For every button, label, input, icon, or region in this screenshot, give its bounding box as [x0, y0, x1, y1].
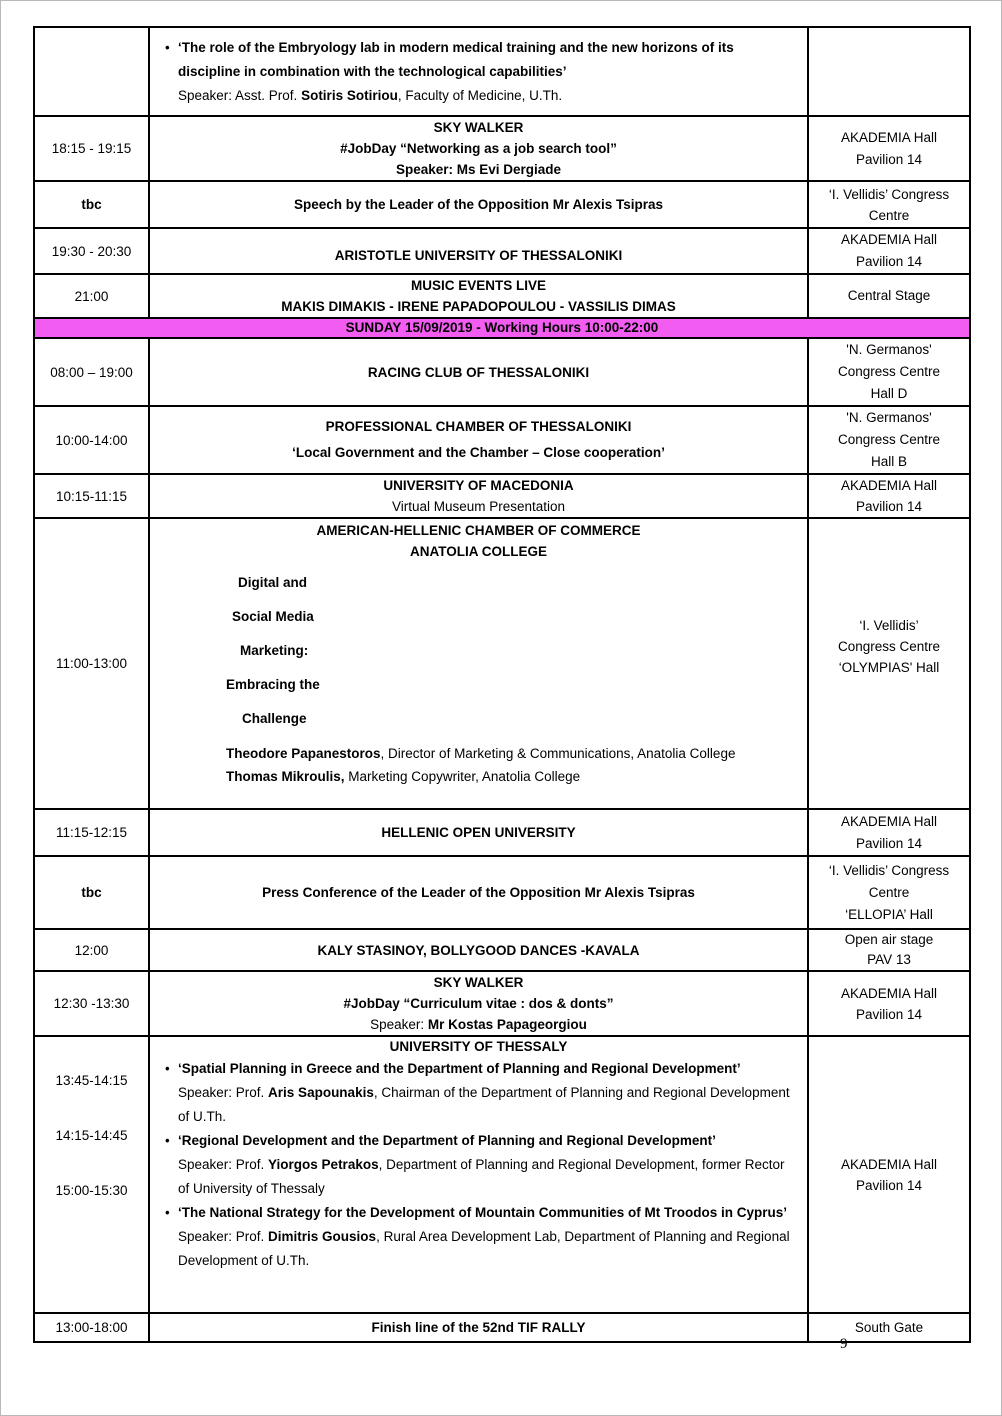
event-organizer: UNIVERSITY OF MACEDONIA: [383, 478, 574, 493]
venue-cell: [808, 518, 970, 809]
event-cell: ARISTOTLE UNIVERSITY OF THESSALONIKI: [149, 228, 808, 274]
time-cell: 13:00-18:00: [34, 1313, 149, 1342]
event-title-word: Digital and: [238, 575, 308, 590]
schedule-table: [33, 26, 971, 1343]
venue-hall: AKADEMIA Hall: [840, 232, 938, 247]
time-cell: 11:00-13:00: [34, 518, 149, 809]
venue-line: Congress Centre: [837, 639, 941, 654]
event-cell: KALY STASINOY, BOLLYGOOD DANCES -KAVALA: [149, 929, 808, 971]
talk-title: ‘The role of the Embryology lab in modern medical training and the new horizons of its discipline in combination with the technological capabilities’: [178, 39, 734, 79]
event-title-word: Social Media: [232, 609, 314, 624]
speaker-name: Yiorgos Petrakos: [268, 1157, 379, 1172]
speaker-line: [178, 1225, 797, 1273]
speaker-name: Dimitris Gousios: [268, 1229, 377, 1244]
table-row: [34, 971, 970, 1036]
event-organizer: SKY WALKER: [433, 975, 524, 990]
talk-item: [178, 36, 797, 108]
venue-hall: AKADEMIA Hall: [840, 813, 938, 829]
speaker-line: [226, 765, 807, 788]
speaker-line: [178, 1081, 797, 1129]
event-cell: Speech by the Leader of the Opposition Mr Alexis Tsipras: [149, 181, 808, 228]
event-title: MUSIC EVENTS LIVE: [410, 278, 547, 293]
venue-line: 'N. Germanos': [846, 410, 932, 425]
table-row: [34, 116, 970, 181]
venue-cell: [808, 856, 970, 929]
talk-title: ‘The National Strategy for the Development of Mountain Communities of Mt Troodos in Cyprus’: [178, 1205, 788, 1220]
event-title-word: Challenge: [242, 711, 307, 726]
time-cell: 08:00 – 19:00: [34, 338, 149, 406]
event-organizer: PROFESSIONAL CHAMBER OF THESSALONIKI: [325, 419, 632, 434]
venue-cell: [808, 1036, 970, 1313]
talk-list: [150, 1057, 807, 1273]
table-row: [34, 856, 970, 929]
time-slot: 15:00-15:30: [55, 1183, 128, 1198]
table-row: [34, 27, 970, 116]
speaker-prefix: Speaker: Prof.: [178, 1085, 269, 1100]
event-title-word: Marketing:: [240, 643, 309, 658]
speaker-name: Sotiris Sotiriou: [301, 87, 398, 103]
event-cell: [149, 474, 808, 518]
venue-line: 'N. Germanos': [846, 342, 932, 357]
talk-item: [178, 1201, 797, 1273]
time-cell: [34, 27, 149, 116]
venue-hall: AKADEMIA Hall: [840, 1156, 938, 1172]
venue-cell: [808, 181, 970, 228]
venue-line: ‘I. Vellidis’ Congress: [828, 186, 950, 202]
talk-item: [178, 1057, 797, 1129]
venue-pavilion: Pavilion 14: [855, 1177, 923, 1193]
table-row: [34, 406, 970, 474]
venue-line: ‘ELLOPIA’ Hall: [845, 906, 933, 922]
venue-line: Centre: [868, 207, 910, 223]
event-cell: [149, 971, 808, 1036]
time-slots: [35, 1073, 148, 1198]
page-number: 9: [840, 1336, 848, 1352]
time-cell: 10:15-11:15: [34, 474, 149, 518]
speaker-name: Aris Sapounakis: [268, 1085, 374, 1100]
speaker-name: Theodore Papanestoros: [226, 746, 381, 761]
venue-cell: [808, 27, 970, 116]
venue-hall: AKADEMIA Hall: [840, 129, 938, 145]
venue-pavilion: Pavilion 14: [855, 1006, 923, 1022]
venue-cell: [808, 116, 970, 181]
venue-cell: South Gate: [808, 1313, 970, 1342]
time-cell: 11:15-12:15: [34, 809, 149, 856]
event-cell: [149, 116, 808, 181]
venue-line: ‘I. Vellidis’ Congress: [828, 862, 950, 878]
speaker-prefix: Speaker: Asst. Prof.: [178, 87, 302, 103]
day-header: SUNDAY 15/09/2019 - Working Hours 10:00-22:00: [34, 318, 970, 338]
venue-line: Congress Centre: [837, 432, 941, 447]
speaker-affiliation: , Faculty of Medicine, U.Th.: [397, 87, 563, 103]
table-row: [34, 474, 970, 518]
venue-pavilion: Pavilion 14: [855, 835, 923, 851]
table-row: [34, 338, 970, 406]
venue-pavilion: Pavilion 14: [855, 254, 923, 269]
speaker-affiliation: , Department of Planning and Regional Development, former Rector of University of Thessaly: [178, 1157, 785, 1196]
table-row: [34, 228, 970, 274]
table-row: [34, 274, 970, 318]
time-cell: tbc: [34, 856, 149, 929]
event-cell: [149, 1036, 808, 1313]
venue-cell: [808, 406, 970, 474]
event-cell: [149, 518, 808, 809]
venue-hall: AKADEMIA Hall: [840, 478, 938, 493]
talk-item: [178, 1129, 797, 1201]
venue-cell: [808, 971, 970, 1036]
venue-cell: Central Stage: [808, 274, 970, 318]
venue-line: ‘OLYMPIAS' Hall: [838, 660, 940, 675]
event-organizer: AMERICAN-HELLENIC CHAMBER OF COMMERCE: [316, 523, 641, 538]
time-cell: 10:00-14:00: [34, 406, 149, 474]
time-cell: tbc: [34, 181, 149, 228]
table-row: [34, 181, 970, 228]
speaker-role: , Director of Marketing & Communications, Anatolia College: [380, 746, 736, 761]
speaker-prefix: Speaker: Prof.: [178, 1157, 269, 1172]
speaker-list: [226, 742, 807, 788]
venue-line: PAV 13: [867, 952, 911, 967]
venue-line: Congress Centre: [837, 364, 941, 379]
event-cell: [149, 274, 808, 318]
speaker-line: [226, 742, 807, 765]
venue-line: Centre: [868, 884, 910, 900]
venue-line: ‘I. Vellidis’: [859, 618, 919, 633]
venue-line: Hall B: [870, 454, 907, 469]
speaker-affiliation: , Rural Area Development Lab, Department of Planning and Regional Development of U.Th.: [178, 1229, 790, 1268]
talk-title: ‘Spatial Planning in Greece and the Department of Planning and Regional Development’: [178, 1061, 741, 1076]
event-title-block: [150, 566, 807, 788]
venue-line: Open air stage: [844, 932, 934, 947]
event-cell: [149, 406, 808, 474]
venue-pavilion: Pavilion 14: [855, 499, 923, 514]
event-cell: Finish line of the 52nd TIF RALLY: [149, 1313, 808, 1342]
venue-cell: [808, 338, 970, 406]
venue-line: Hall D: [870, 386, 908, 401]
event-speaker: Speaker: Ms Evi Dergiade: [395, 162, 562, 177]
speaker-affiliation: , Chairman of the Department of Planning and Regional Development of U.Th.: [178, 1085, 790, 1124]
event-title-word: Embracing the: [226, 677, 320, 692]
speaker-name: Mr Kostas Papageorgiou: [427, 1017, 587, 1032]
table-row: [34, 518, 970, 809]
venue-cell: [808, 474, 970, 518]
speaker-line: [178, 84, 797, 108]
event-title: #JobDay “Networking as a job search tool”: [340, 141, 617, 156]
speaker-prefix: Speaker:: [370, 1017, 428, 1032]
venue-cell: [808, 929, 970, 971]
event-cell: HELLENIC OPEN UNIVERSITY: [149, 809, 808, 856]
event-title: ‘Local Government and the Chamber – Close cooperation’: [292, 445, 665, 460]
time-cell: 19:30 - 20:30: [34, 228, 149, 274]
speaker-name: Thomas Mikroulis,: [226, 769, 345, 784]
table-row: [34, 1313, 970, 1342]
time-slot: 14:15-14:45: [55, 1128, 128, 1143]
talk-title: ‘Regional Development and the Department of Planning and Regional Development’: [178, 1133, 716, 1148]
event-cell: RACING CLUB OF THESSALONIKI: [149, 338, 808, 406]
venue-pavilion: Pavilion 14: [855, 151, 923, 167]
table-row: [34, 809, 970, 856]
event-title: Virtual Museum Presentation: [391, 499, 566, 514]
table-row: [34, 1036, 970, 1313]
event-cell: Press Conference of the Leader of the Opposition Mr Alexis Tsipras: [149, 856, 808, 929]
event-cell: [149, 27, 808, 116]
event-organizer: SKY WALKER: [433, 120, 524, 135]
event-title: #JobDay “Curriculum vitae : dos & donts”: [343, 996, 614, 1011]
time-cell: [34, 1036, 149, 1313]
time-cell: 21:00: [34, 274, 149, 318]
venue-hall: AKADEMIA Hall: [840, 985, 938, 1001]
speaker-prefix: Speaker: Prof.: [178, 1229, 269, 1244]
table-row: [34, 929, 970, 971]
day-header-row: [34, 318, 970, 338]
time-cell: 18:15 - 19:15: [34, 116, 149, 181]
event-organizer-2: ANATOLIA COLLEGE: [410, 544, 547, 559]
time-cell: 12:30 -13:30: [34, 971, 149, 1036]
speaker-line: [178, 1153, 797, 1201]
venue-cell: [808, 809, 970, 856]
venue-cell: [808, 228, 970, 274]
time-cell: 12:00: [34, 929, 149, 971]
event-speaker: [150, 1014, 807, 1035]
event-organizer: UNIVERSITY OF THESSALY: [389, 1039, 568, 1054]
time-slot: 13:45-14:15: [55, 1073, 128, 1088]
speaker-role: Marketing Copywriter, Anatolia College: [344, 769, 581, 784]
event-performers: MAKIS DIMAKIS - IRENE PAPADOPOULOU - VASSILIS DIMAS: [281, 299, 676, 314]
